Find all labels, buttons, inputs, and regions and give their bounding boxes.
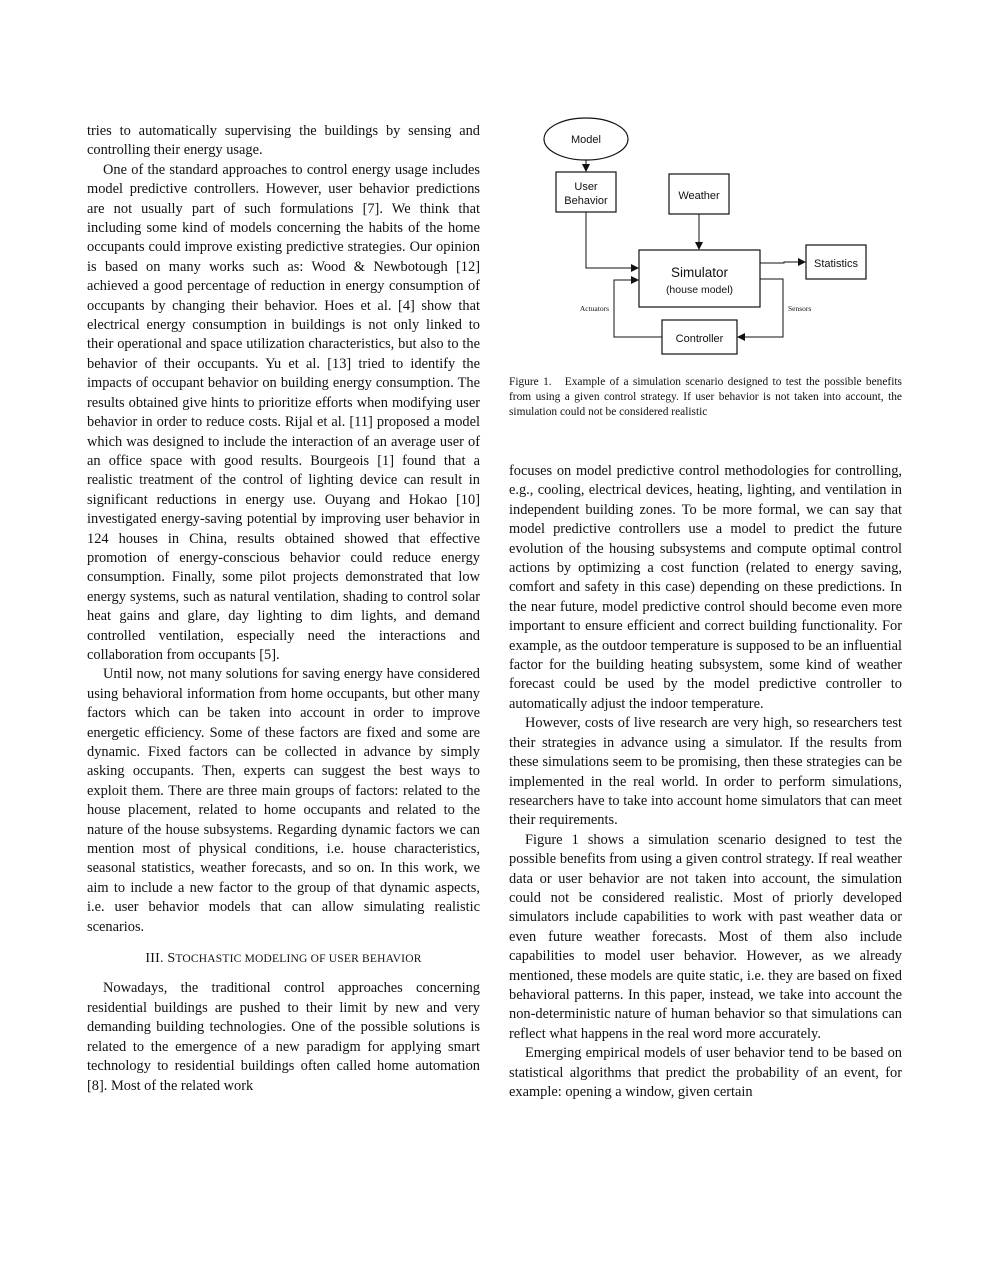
simulator-label: Simulator xyxy=(670,265,729,280)
left-column xyxy=(87,122,480,1096)
simulator-sub-label: (house model) xyxy=(665,284,734,296)
controller-label: Controller xyxy=(675,333,724,345)
section-title-first-letter: S xyxy=(167,951,176,967)
figure-1-diagram xyxy=(509,112,902,372)
edge-user-simulator xyxy=(586,212,638,268)
model-label: Model xyxy=(571,134,601,146)
paragraph: Emerging empirical models of user behavior tend to be based on statistical algorithms that predict the probability of an event, for example: opening a window, given certain xyxy=(509,1045,902,1100)
user-behavior-label-line1: User xyxy=(574,181,598,193)
edge-simulator-statistics xyxy=(760,262,805,263)
paragraph: tries to automatically supervising the buildings by sensing and controlling their energy usage. xyxy=(87,123,480,159)
paragraph: One of the standard approaches to control energy usage includes model predictive controllers. However, user behavior predictions are not usually part of such formulations [7]. We think that including some kind of models concerning the habits of the home occupants could improve existing predictive strategies. Our opinion is based on many works such as: Wood & Newbotough [12] achieved a good percentage of reduction in energy consumption of occupants by changing their behavior. Hoes et al. [4] show that electrical energy consumption in buildings is not only linked to their operational and space utilization characteristics, but also to the behavior of their occupants. Yu et al. [13] tried to identify the impacts of occupant behavior on building energy consumption. The results obtained give hints to prioritize efforts when modifying user behavior in order to reduce costs. Rijal et al. [11] proposed a model which was designed to include the interaction of an average user of an office space with good results. Bourgeois [1] found that a realistic treatment of the control of lighting device can result in significant reductions in energy use. Ouyang and Hokao [10] investigated energy-saving potential by improving user behavior in 124 houses in China, results obtained showed that effective promotion of energy-conscious behavior could reduce energy consumption. Finally, some pilot projects demonstrated that low energy systems, such as natural ventilation, shading to control solar heat gains and glare, day lighting to dim lights, and demand controlled ventilation, especially need the interactions and collaboration from occupants [5]. xyxy=(87,161,480,663)
paragraph: Figure 1 shows a simulation scenario designed to test the possible benefits from using a given control strategy. If real weather data or user behavior are not taken into account, the simulation could not be considered realistic. Most of priorly developed simulators include capabilities to work with past weather data or even future weather forecasts. Most of them also include capabilities to model user behavior. However, as we already mentioned, these models are quite static, i.e. they are based on fixed behavioral patterns. In this paper, instead, we take into account the non-deterministic nature of human behavior so that simulations can reflect what happens in the real word more accurately. xyxy=(509,831,902,1042)
paragraph: focuses on model predictive control methodologies for controlling, e.g., cooling, electrical devices, heating, lighting, and ventilation in independent building zones. To be more formal, we can say that model predictive controllers use a model to predict the future evolution of the housing subsystems and compute optimal control actions by optimizing a cost function (related to energy saving, comfort and safety in this case) depending on these predictions. In the near future, model predictive control should become even more important to ensure efficient and correct building functionality. For example, as the outdoor temperature is supposed to be an influential factor for the building heating subsystem, some kind of weather forecast could be used by the model predictive controller to automatically adjust the indoor temperature. xyxy=(509,463,902,712)
section-heading xyxy=(87,949,480,969)
caption-text: Example of a simulation scenario designed to test the possible benefits from using a given control strategy. If user behavior is not taken into account, the simulation could not be considered realistic xyxy=(509,376,902,418)
section-number: III. xyxy=(145,951,164,967)
actuators-label: Actuators xyxy=(579,304,609,313)
paragraph: However, costs of live research are very high, so researchers test their strategies in advance using a simulator. If the results from these simulations seem to be promising, then these strategies can be implemented in the real world. In order to perform simulations, researchers have to take into account home simulators that can meet their requirements. xyxy=(509,715,902,829)
paragraph: Nowadays, the traditional control approaches concerning residential buildings are pushed to their limit by new and very demanding building technologies. One of the possible solutions is related to the emergence of a new paradigm for applying smart technology to residential buildings often called home automation [8]. Most of the related work xyxy=(87,980,480,1094)
section-title-rest: TOCHASTIC MODELING OF USER BEHAVIOR xyxy=(175,953,422,966)
right-column xyxy=(509,462,902,1102)
sensors-label: Sensors xyxy=(788,304,812,313)
statistics-label: Statistics xyxy=(813,258,859,270)
caption-label: Figure 1. xyxy=(509,376,552,388)
weather-label: Weather xyxy=(678,190,720,202)
paragraph: Until now, not many solutions for saving energy have considered using behavioral information from home occupants, but other many factors which can be taken into account in order to improve energetic efficiency. Some of these factors are fixed and some are dynamic. Fixed factors can be collected in advance by simply asking occupants. Then, experts can suggest the best ways to exploit them. There are three main groups of factors: related to the house placement, related to home occupants and related to the nature of the house subsystems. Regarding dynamic factors we can mention most of physical conditions, i.e. house characteristics, seasonal statistics, weather forecasts, and so on. In this work, we aim to include a new factor to the group of that dynamic aspects, i.e. user behavior models that can allow simulating realistic scenarios. xyxy=(87,666,480,935)
user-behavior-label-line2: Behavior xyxy=(564,195,608,207)
figure-caption xyxy=(509,375,902,420)
diagram-svg xyxy=(509,112,902,372)
edge-actuators xyxy=(614,280,662,337)
